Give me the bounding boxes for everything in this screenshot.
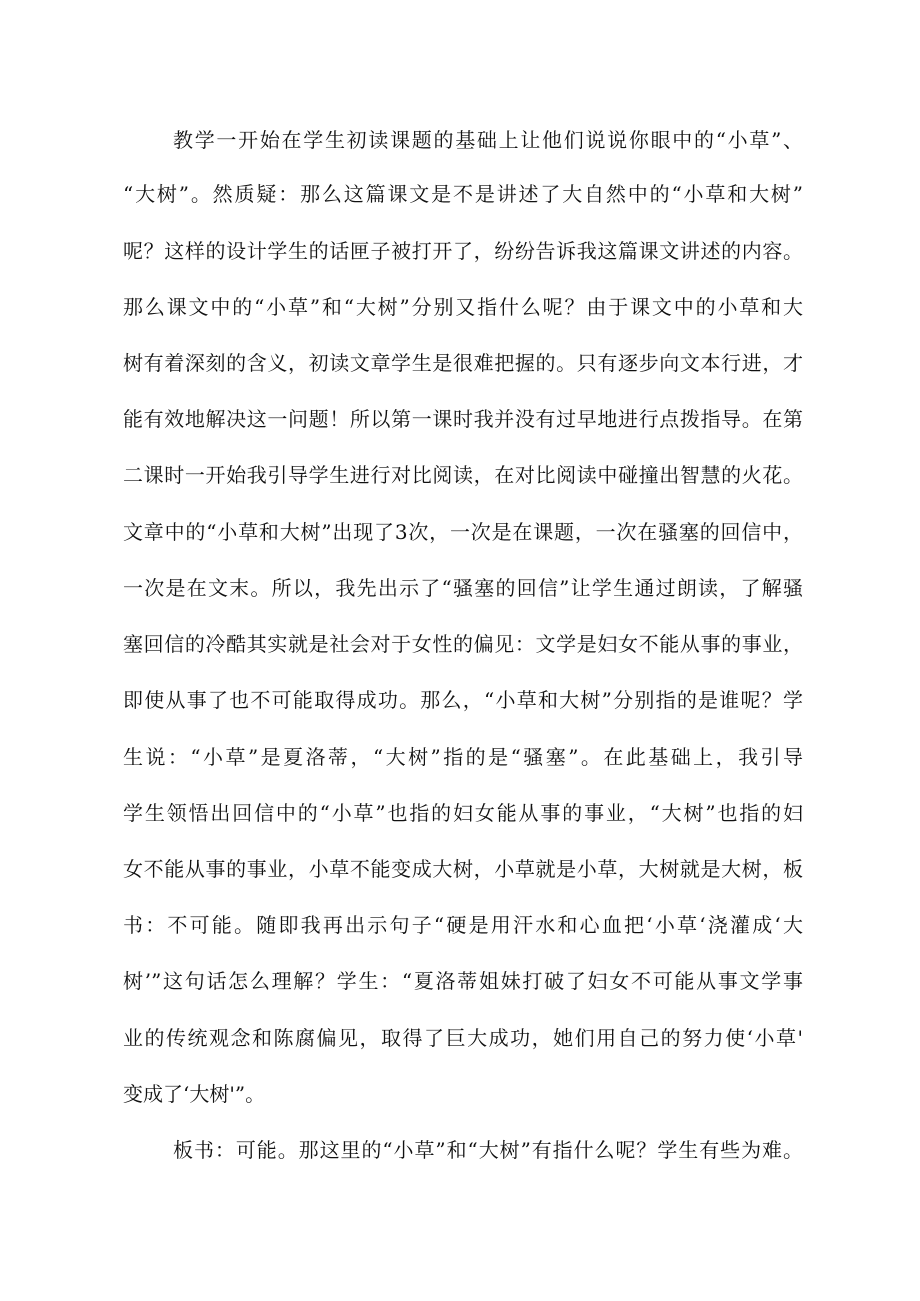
paragraph-line: 生说：“小草”是夏洛蒂，“大树”指的是“骚塞”。在此基础上，我引导 [123,745,803,769]
paragraph-line: 树’”这句话怎么理解？学生：“夏洛蒂姐妹打破了妇女不可能从事文学事 [123,969,803,993]
paragraph-line: 文章中的“小草和大树”出现了3次，一次是在课题，一次在骚塞的回信中， [123,520,803,544]
paragraph-line: 呢？这样的设计学生的话匣子被打开了，纷纷告诉我这篇课文讲述的内容。 [123,239,803,263]
paragraph-line: 变成了‘大树'”。 [123,1082,266,1106]
paragraph-line: 一次是在文末。所以，我先出示了“骚塞的回信”让学生通过朗读，了解骚 [123,576,803,600]
paragraph-line: 学生领悟出回信中的“小草”也指的妇女能从事的事业，“大树”也指的妇 [123,801,803,825]
paragraph-line: 教学一开始在学生初读课题的基础上让他们说说你眼中的“小草”、 [173,128,803,152]
paragraph-line: 塞回信的冷酷其实就是社会对于女性的偏见：文学是妇女不能从事的事业， [123,632,803,656]
paragraph-line: 树有着深刻的含义，初读文章学生是很难把握的。只有逐步向文本行进，才 [123,351,803,375]
paragraph-line: 女不能从事的事业，小草不能变成大树，小草就是小草，大树就是大树，板 [123,857,803,881]
paragraph-line: 即使从事了也不可能取得成功。那么，“小草和大树”分别指的是谁呢？学 [123,688,803,712]
paragraph-line: 能有效地解决这一问题！所以第一课时我并没有过早地进行点拨指导。在第 [123,407,803,431]
paragraph-line: 书：不可能。随即我再出示句子“硬是用汗水和心血把‘小草‘浇灌成‘大 [123,913,803,937]
paragraph-line: 业的传统观念和陈腐偏见，取得了巨大成功，她们用自己的努力使‘小草' [123,1026,803,1050]
paragraph-line: 板书：可能。那这里的“小草”和“大树”有指什么呢？学生有些为难。 [173,1138,803,1162]
paragraph-line: 那么课文中的“小草”和“大树”分别又指什么呢？由于课文中的小草和大 [123,295,803,319]
paragraph-line: “大树”。然质疑：那么这篇课文是不是讲述了大自然中的“小草和大树” [123,182,803,206]
paragraph-line: 二课时一开始我引导学生进行对比阅读，在对比阅读中碰撞出智慧的火花。 [123,463,803,487]
